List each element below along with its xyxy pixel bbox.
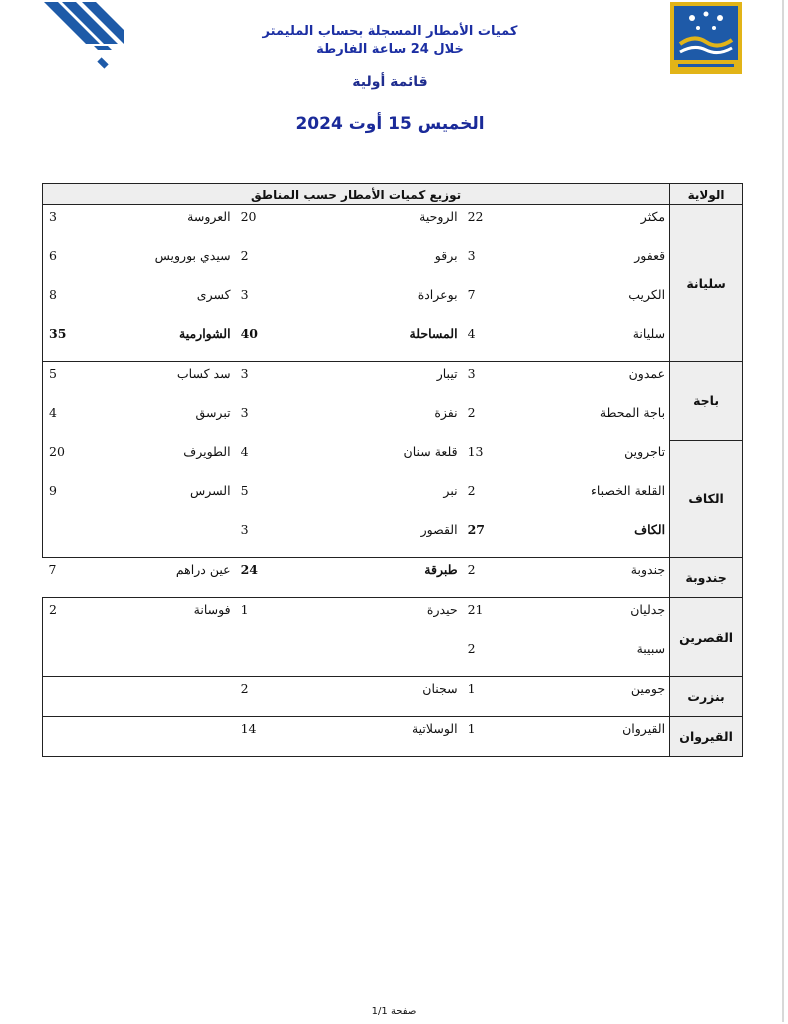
station-name: سجنان bbox=[337, 677, 462, 717]
rainfall-value: 7 bbox=[48, 562, 57, 577]
report-subtitle: خلال 24 ساعة الفارطة bbox=[316, 42, 464, 57]
station-name: تاجروين bbox=[624, 444, 666, 459]
table-row bbox=[43, 677, 743, 717]
governorate-cell: القيروان bbox=[670, 717, 743, 757]
table-row bbox=[43, 479, 743, 518]
station-name: المساحلة bbox=[337, 322, 462, 362]
rainfall-value: 3 bbox=[240, 405, 249, 420]
rainfall-value: 7 bbox=[467, 287, 476, 302]
rainfall-value: 2 bbox=[467, 562, 476, 577]
rainfall-value: 4 bbox=[240, 444, 249, 459]
table-row bbox=[43, 518, 743, 558]
rainfall-value: 5 bbox=[240, 483, 249, 498]
rainfall-value: 35 bbox=[43, 322, 127, 362]
rainfall-value: 3 bbox=[235, 518, 337, 558]
governorate-cell: باجة bbox=[670, 362, 743, 441]
rainfall-value: 1 bbox=[462, 717, 550, 757]
table-row bbox=[43, 598, 743, 638]
header-governorate: الولاية bbox=[670, 184, 743, 205]
rainfall-value: 24 bbox=[240, 562, 258, 577]
table-row bbox=[43, 401, 743, 440]
station-name: تيبار bbox=[436, 366, 458, 381]
rainfall-value: 3 bbox=[467, 248, 476, 263]
station-name: القيروان bbox=[550, 717, 670, 757]
table-header-row bbox=[43, 184, 743, 205]
rainfall-value bbox=[43, 518, 127, 558]
rainfall-value: 8 bbox=[43, 283, 127, 322]
rainfall-value: 1 bbox=[235, 598, 337, 638]
station-name: عين دراهم bbox=[175, 562, 231, 577]
station-name bbox=[337, 637, 462, 677]
station-name: القصور bbox=[337, 518, 462, 558]
station-name: كسرى bbox=[196, 287, 231, 302]
table-row bbox=[43, 362, 743, 402]
table-row bbox=[43, 440, 743, 479]
rainfall-table bbox=[42, 183, 743, 757]
rainfall-value: 3 bbox=[240, 287, 249, 302]
station-name: قعفور bbox=[634, 248, 666, 263]
rainfall-value: 13 bbox=[467, 444, 484, 459]
rainfall-value: 20 bbox=[43, 440, 127, 479]
station-name: القلعة الخصباء bbox=[590, 483, 666, 498]
station-name: الوسلاتية bbox=[337, 717, 462, 757]
rainfall-value bbox=[43, 717, 127, 757]
station-name bbox=[127, 518, 235, 558]
table-row bbox=[43, 637, 743, 677]
rainfall-value: 2 bbox=[43, 598, 127, 638]
rainfall-value: 22 bbox=[462, 205, 550, 245]
rainfall-value: 4 bbox=[43, 401, 127, 440]
station-name: نفزة bbox=[434, 405, 458, 420]
rainfall-value bbox=[43, 637, 127, 677]
station-name: نبر bbox=[443, 483, 458, 498]
report-status: قائمة أولية bbox=[352, 74, 428, 90]
station-name: الطويرف bbox=[183, 444, 231, 459]
rainfall-value bbox=[43, 677, 127, 717]
station-name: الكاف bbox=[550, 518, 670, 558]
rainfall-value: 5 bbox=[43, 362, 127, 402]
rainfall-value: 3 bbox=[467, 366, 476, 381]
table-row bbox=[43, 558, 743, 598]
table-row bbox=[43, 717, 743, 757]
station-name: سيدي بورويس bbox=[154, 248, 231, 263]
report-date: الخميس 15 أوت 2024 bbox=[295, 114, 485, 134]
rainfall-value: 3 bbox=[240, 366, 249, 381]
rainfall-value: 40 bbox=[235, 322, 337, 362]
station-name: جومين bbox=[550, 677, 670, 717]
station-name: تبرسق bbox=[195, 405, 231, 420]
station-name bbox=[127, 637, 235, 677]
governorate-cell: سليانة bbox=[670, 205, 743, 362]
station-name: العروسة bbox=[127, 205, 235, 245]
station-name: برقو bbox=[434, 248, 458, 263]
rainfall-value: 6 bbox=[43, 244, 127, 283]
table-row bbox=[43, 322, 743, 362]
station-name: طبرقة bbox=[424, 562, 458, 577]
station-name bbox=[127, 677, 235, 717]
table-row bbox=[43, 244, 743, 283]
rainfall-value: 4 bbox=[462, 322, 550, 362]
governorate-cell: جندوبة bbox=[670, 558, 743, 598]
governorate-cell: القصرين bbox=[670, 598, 743, 677]
station-name: مكثر bbox=[550, 205, 670, 245]
table-row bbox=[43, 283, 743, 322]
rainfall-value: 27 bbox=[462, 518, 550, 558]
station-name: باجة المحطة bbox=[599, 405, 666, 420]
rainfall-value: 2 bbox=[462, 637, 550, 677]
station-name: حيدرة bbox=[337, 598, 462, 638]
station-name: عمدون bbox=[628, 366, 666, 381]
page-number: صفحة 1/1 bbox=[371, 1006, 417, 1017]
rainfall-value bbox=[235, 637, 337, 677]
header-distribution: توزيع كميات الأمطار حسب المناطق bbox=[43, 184, 670, 205]
rainfall-value: 21 bbox=[462, 598, 550, 638]
institute-stripes-logo bbox=[38, 2, 128, 76]
rainfall-value: 20 bbox=[235, 205, 337, 245]
station-name: سبيبة bbox=[550, 637, 670, 677]
station-name: جندوبة bbox=[630, 562, 666, 577]
station-name: سد كساب bbox=[176, 366, 231, 381]
governorate-cell: بنزرت bbox=[670, 677, 743, 717]
rainfall-value: 2 bbox=[467, 405, 476, 420]
rainfall-value: 2 bbox=[235, 677, 337, 717]
governorate-cell: الكاف bbox=[670, 440, 743, 558]
station-name: قلعة سنان bbox=[403, 444, 458, 459]
rainfall-value: 3 bbox=[43, 205, 127, 245]
station-name: جدليان bbox=[550, 598, 670, 638]
rainfall-value: 2 bbox=[467, 483, 476, 498]
station-name: سليانة bbox=[550, 322, 670, 362]
rainfall-value: 2 bbox=[240, 248, 249, 263]
station-name: بوعرادة bbox=[417, 287, 458, 302]
station-name: الكريب bbox=[628, 287, 666, 302]
inm-emblem-logo bbox=[670, 2, 742, 74]
station-name: الروحية bbox=[337, 205, 462, 245]
table-row bbox=[43, 205, 743, 245]
rainfall-value: 1 bbox=[462, 677, 550, 717]
station-name: السرس bbox=[189, 483, 231, 498]
rainfall-value: 14 bbox=[235, 717, 337, 757]
station-name: الشوارمية bbox=[127, 322, 235, 362]
rainfall-value: 9 bbox=[43, 479, 127, 518]
station-name bbox=[127, 717, 235, 757]
report-title: كميات الأمطار المسجلة بحساب المليمتر bbox=[262, 24, 518, 39]
station-name: فوسانة bbox=[127, 598, 235, 638]
